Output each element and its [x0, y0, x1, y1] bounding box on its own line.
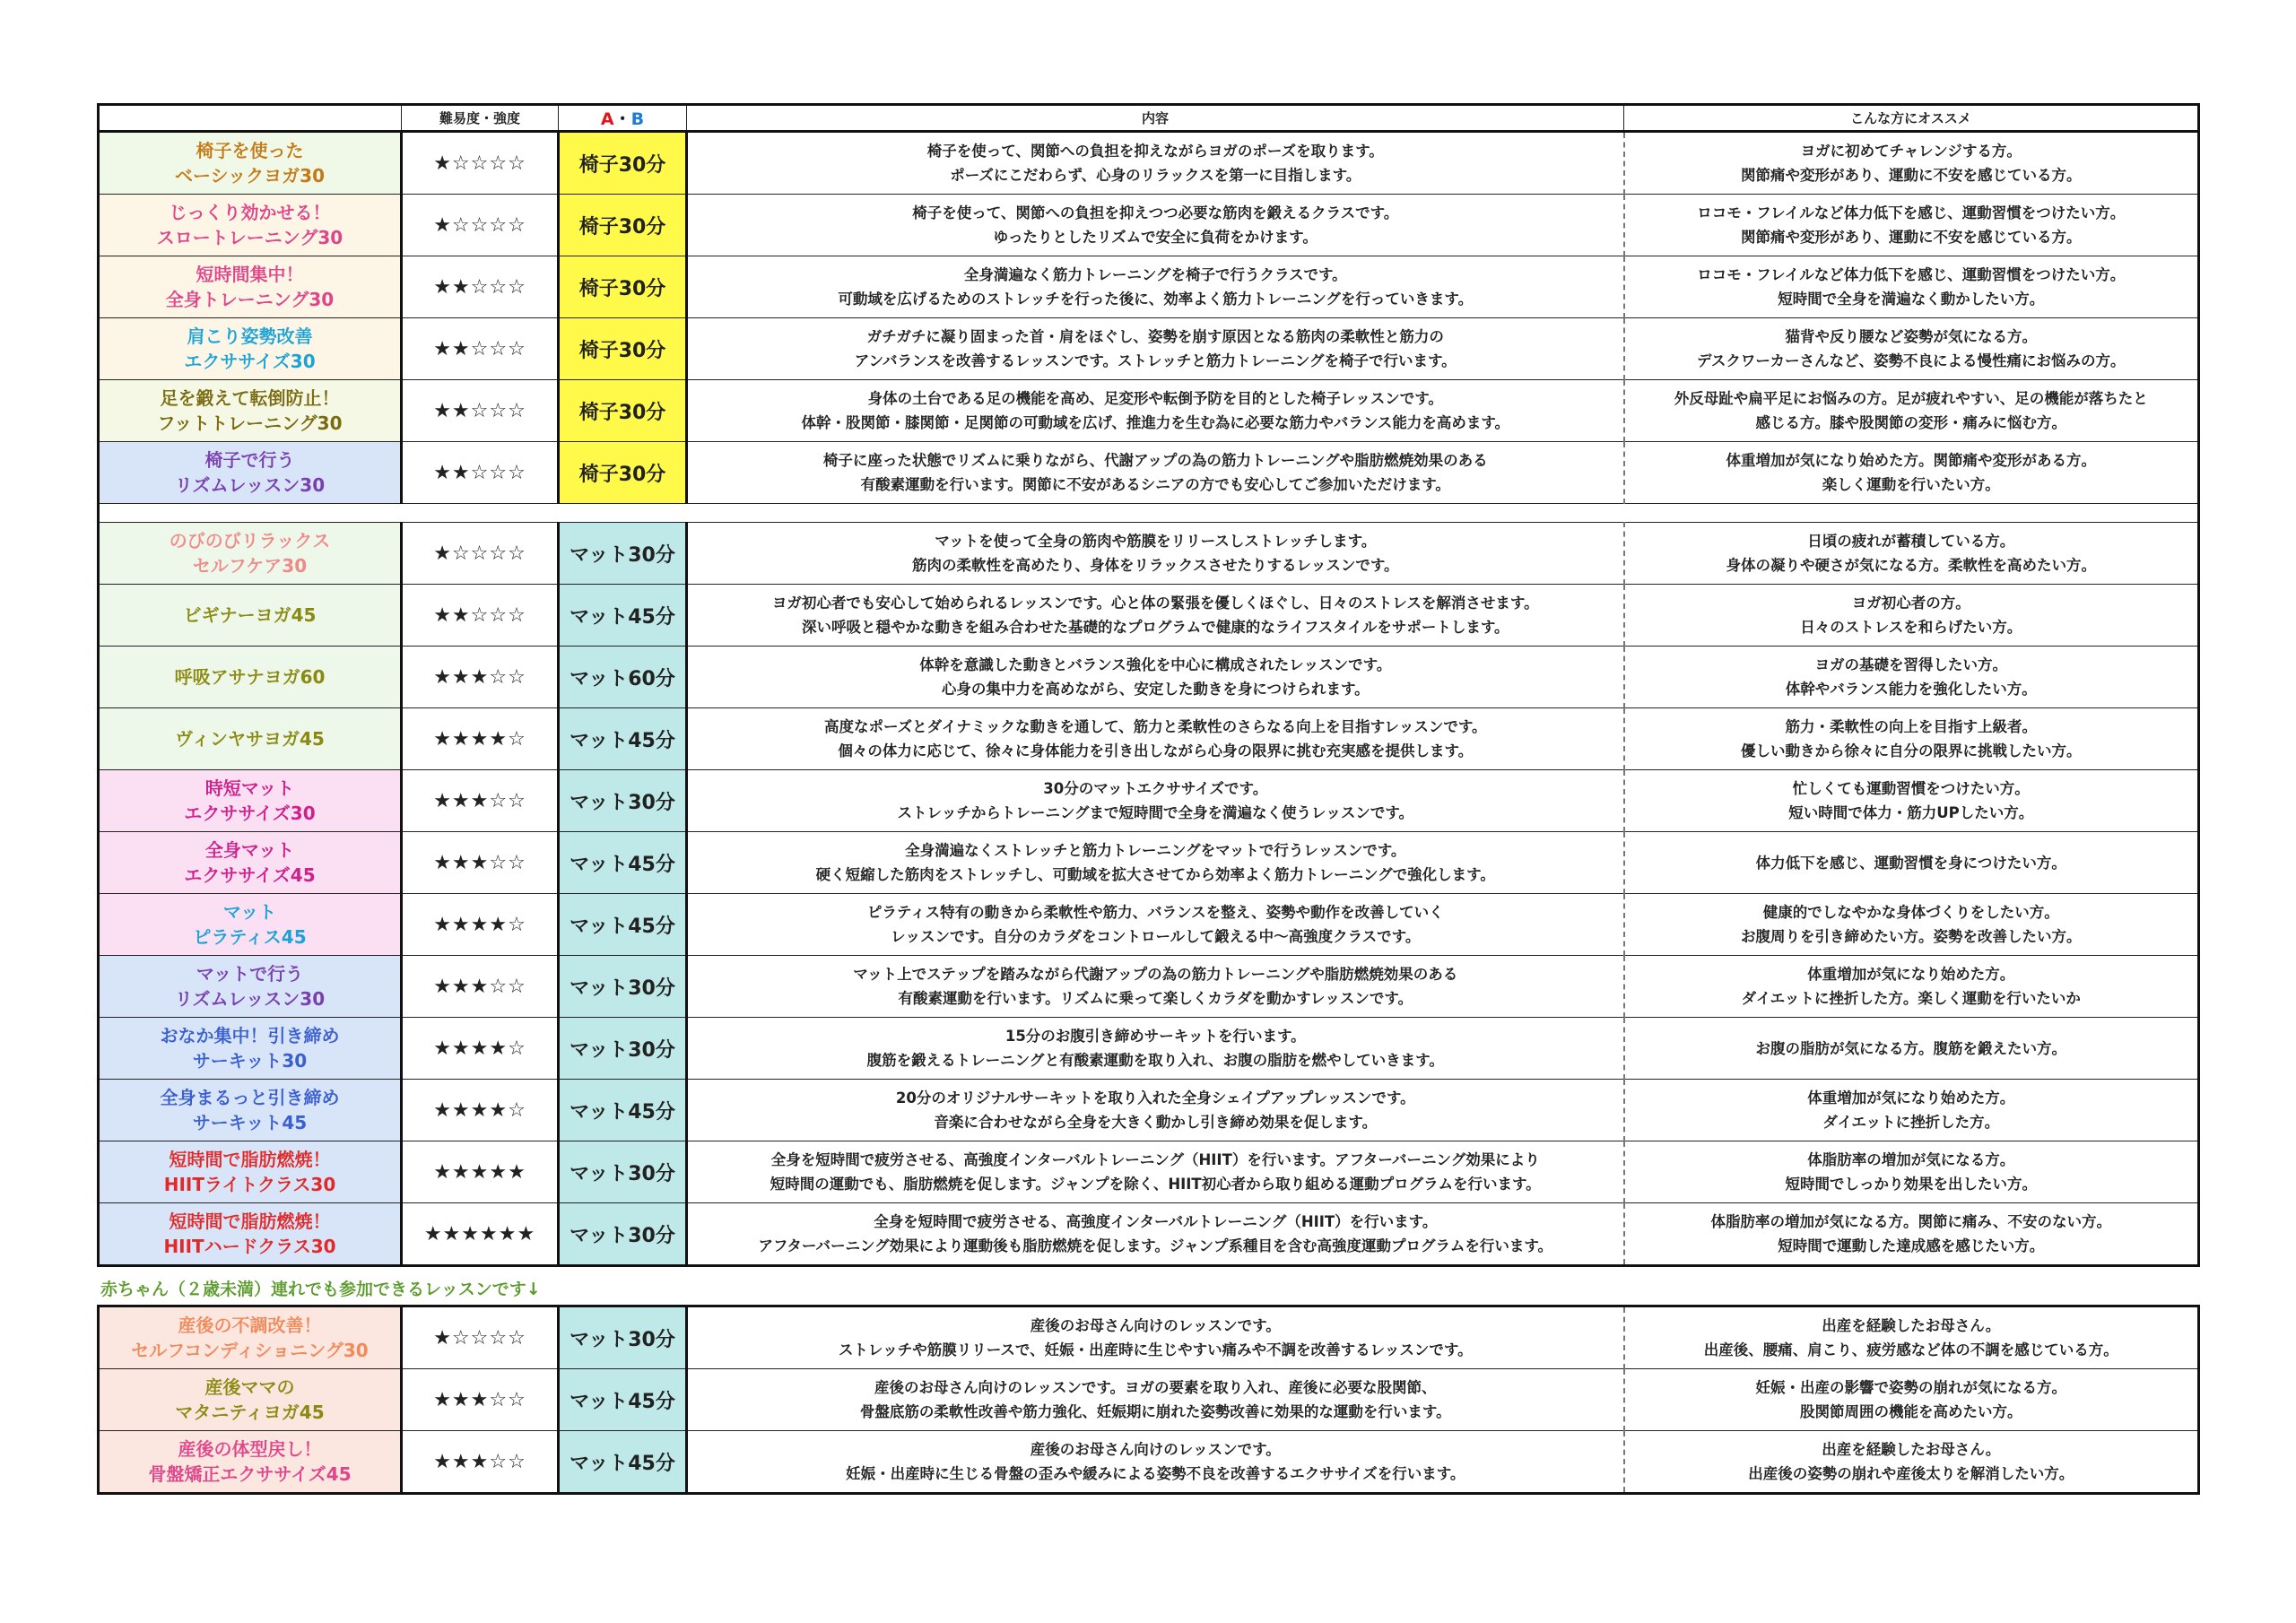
lesson-recommendation — [1624, 647, 2199, 708]
lesson-recommendation — [1624, 894, 2199, 956]
recommend-line2: 身体の凝りや硬さが気になる方。柔軟性を高めたい方。 — [1726, 557, 2096, 574]
lesson-name — [99, 442, 402, 504]
lesson-name-line1: じっくり効かせる！ — [169, 202, 331, 223]
recommend-line1: ヨガの基礎を習得したい方。 — [1814, 656, 2007, 673]
lesson-row — [99, 132, 2199, 195]
description-line1: 全身を短時間で疲労させる、高強度インターバルトレーニング（HIIT）を行います。アフターバーニング効果により — [770, 1151, 1540, 1168]
recommend-line2: デスクワーカーさんなど、姿勢不良による慢性痛にお悩みの方。 — [1696, 352, 2126, 369]
description-line1: 全身満遍なく筋力トレーニングを椅子で行うクラスです。 — [963, 266, 1347, 283]
lesson-name — [99, 1306, 402, 1369]
lesson-name-line2: リズムレッスン30 — [174, 988, 326, 1010]
difficulty-stars: ★★☆☆☆ — [402, 256, 559, 318]
recommend-line2: 出産後の姿勢の崩れや産後太りを解消したい方。 — [1748, 1465, 2074, 1482]
lesson-name — [99, 523, 402, 585]
lesson-name — [99, 647, 402, 708]
lesson-description — [687, 956, 1624, 1018]
lesson-name — [99, 1431, 402, 1494]
lesson-category: マット60分 — [559, 647, 687, 708]
lesson-category: マット45分 — [559, 585, 687, 647]
description-line1: 体幹を意識した動きとバランス強化を中心に構成されたレッスンです。 — [919, 656, 1392, 673]
difficulty-stars: ★★★☆☆ — [402, 770, 559, 832]
baby-notice: 赤ちゃん（２歳未満）連れでも参加できるレッスンです↓ — [100, 1280, 541, 1299]
recommend-line1: 外反母趾や扁平足にお悩みの方。足が疲れやすい、足の機能が落ちたと — [1674, 390, 2148, 407]
header-ab — [559, 105, 687, 132]
description-line2: 硬く短縮した筋肉をストレッチし、可動域を拡大させてから効率よく筋力トレーニングで強化します。 — [815, 866, 1495, 883]
lesson-category: 椅子30分 — [559, 195, 687, 256]
difficulty-stars: ★★★☆☆ — [402, 832, 559, 894]
description-line2: アフターバーニング効果により運動後も脂肪燃焼を促します。ジャンプ系種目を含む高強度運動プログラムを行います。 — [758, 1237, 1553, 1254]
recommend-line1: 体脂肪率の増加が気になる方。 — [1807, 1151, 2015, 1168]
lesson-name-line1: マットで行う — [196, 963, 304, 985]
lesson-row — [99, 318, 2199, 380]
lesson-recommendation — [1624, 1431, 2199, 1494]
lesson-name — [99, 132, 402, 195]
lesson-name-line1: 産後の体型戻し！ — [178, 1438, 322, 1460]
lesson-name-line1: 全身まるっと引き締め — [160, 1087, 340, 1108]
lesson-name-line1: 短時間集中！ — [196, 264, 304, 285]
lesson-name-line1: ビギナーヨガ45 — [183, 604, 317, 626]
description-line2: 有酸素運動を行います。リズムに乗って楽しくカラダを動かすレッスンです。 — [898, 990, 1413, 1007]
lesson-description — [687, 442, 1624, 504]
recommend-line2: ダイエットに挫折した方。楽しく運動を行いたいか — [1741, 990, 2081, 1007]
lesson-recommendation — [1624, 1203, 2199, 1266]
lesson-name — [99, 708, 402, 770]
lesson-description — [687, 195, 1624, 256]
lesson-name-line2: HIITライトクラス30 — [163, 1174, 336, 1195]
lesson-row — [99, 1431, 2199, 1494]
lesson-name-line1: 短時間で脂肪燃焼！ — [169, 1149, 331, 1170]
description-line1: 15分のお腹引き締めサーキットを行います。 — [1004, 1028, 1306, 1045]
recommend-line2: 出産後、腰痛、肩こり、疲労感など体の不調を感じている方。 — [1703, 1341, 2118, 1358]
lesson-category: マット45分 — [559, 708, 687, 770]
recommend-line1: 体力低下を感じ、運動習慣を身につけたい方。 — [1755, 854, 2066, 872]
lesson-name-line2: フットトレーニング30 — [157, 412, 343, 434]
difficulty-stars: ★★☆☆☆ — [402, 442, 559, 504]
lesson-name-line2: マタニティヨガ45 — [175, 1402, 325, 1423]
lesson-recommendation — [1624, 708, 2199, 770]
difficulty-stars: ★☆☆☆☆ — [402, 195, 559, 256]
lesson-name — [99, 1203, 402, 1266]
lesson-row — [99, 832, 2199, 894]
lesson-category: 椅子30分 — [559, 318, 687, 380]
difficulty-stars: ★★★☆☆ — [402, 647, 559, 708]
lesson-recommendation — [1624, 442, 2199, 504]
description-line2: レッスンです。自分のカラダをコントロールして鍛える中〜高強度クラスです。 — [891, 928, 1421, 945]
difficulty-stars: ★☆☆☆☆ — [402, 523, 559, 585]
lesson-category: マット30分 — [559, 1203, 687, 1266]
section-gap — [99, 504, 2199, 523]
lesson-description — [687, 1018, 1624, 1080]
recommend-line1: お腹の脂肪が気になる方。腹筋を鍛えたい方。 — [1755, 1039, 2066, 1057]
lesson-name-line1: 産後ママの — [204, 1376, 295, 1398]
difficulty-stars: ★★★★☆ — [402, 708, 559, 770]
description-line1: ガチガチに凝り固まった首・肩をほぐし、姿勢を崩す原因となる筋肉の柔軟性と筋力の — [866, 328, 1444, 345]
lesson-row — [99, 585, 2199, 647]
description-line1: 全身満遍なくストレッチと筋力トレーニングをマットで行うレッスンです。 — [905, 842, 1406, 859]
lesson-description — [687, 380, 1624, 442]
lesson-recommendation — [1624, 1141, 2199, 1203]
lesson-row — [99, 1080, 2199, 1141]
recommend-line1: 健康的でしなやかな身体づくりをしたい方。 — [1762, 904, 2059, 921]
recommend-line2: 感じる方。膝や股関節の変形・痛みに悩む方。 — [1755, 414, 2066, 431]
recommend-line1: 体重増加が気になり始めた方。関節痛や変形がある方。 — [1726, 452, 2096, 469]
difficulty-stars: ★★★★★ — [402, 1141, 559, 1203]
recommend-line2: 楽しく運動を行いたい方。 — [1822, 476, 2000, 493]
lesson-name-line2: エクササイズ45 — [184, 864, 316, 886]
description-line2: 心身の集中力を高めながら、安定した動きを身につけられます。 — [941, 681, 1370, 698]
difficulty-stars: ★★★☆☆ — [402, 1369, 559, 1431]
lesson-category: マット30分 — [559, 956, 687, 1018]
description-line1: 全身を短時間で疲労させる、高強度インターバルトレーニング（HIIT）を行います。 — [874, 1213, 1438, 1230]
lesson-name-line2: ピラティス45 — [193, 926, 307, 948]
description-line2: 筋肉の柔軟性を高めたり、身体をリラックスさせたりするレッスンです。 — [911, 557, 1399, 574]
description-line1: 高度なポーズとダイナミックな動きを通して、筋力と柔軟性のさらなる向上を目指すレッスンです。 — [823, 718, 1487, 735]
lesson-name-line1: のびのびリラックス — [169, 530, 331, 551]
recommend-line2: 短時間でしっかり効果を出したい方。 — [1785, 1176, 2037, 1193]
recommend-line1: 日頃の疲れが蓄積している方。 — [1807, 533, 2015, 550]
lesson-description — [687, 318, 1624, 380]
recommend-line1: 猫背や反り腰など姿勢が気になる方。 — [1785, 328, 2037, 345]
lesson-name — [99, 832, 402, 894]
lesson-name-line2: 全身トレーニング30 — [165, 289, 335, 310]
lesson-name-line1: ヴィンヤサヨガ45 — [175, 728, 325, 750]
recommend-line1: 出産を経験したお母さん。 — [1822, 1441, 2001, 1458]
difficulty-stars: ★★★★☆ — [402, 1080, 559, 1141]
lesson-row — [99, 1369, 2199, 1431]
header-ab-dot: ・ — [613, 109, 631, 129]
lesson-name — [99, 956, 402, 1018]
difficulty-stars: ★★☆☆☆ — [402, 318, 559, 380]
gap-cell — [99, 504, 2199, 523]
lesson-name-line2: サーキット30 — [192, 1050, 308, 1072]
difficulty-stars: ★☆☆☆☆ — [402, 1306, 559, 1369]
header-ab-b: B — [631, 109, 645, 129]
lesson-category: マット45分 — [559, 832, 687, 894]
lesson-category: マット45分 — [559, 1431, 687, 1494]
description-line2: 体幹・股関節・膝関節・足関節の可動域を広げ、推進力を生む為に必要な筋力やバランス能力を高めます。 — [801, 414, 1510, 431]
lesson-name-line2: スロートレーニング30 — [156, 227, 344, 248]
lesson-name — [99, 1080, 402, 1141]
lesson-name — [99, 1018, 402, 1080]
lesson-recommendation — [1624, 585, 2199, 647]
header-recommend: こんな方にオススメ — [1624, 105, 2199, 132]
lesson-description — [687, 1306, 1624, 1369]
lesson-name — [99, 585, 402, 647]
recommend-line2: 日々のストレスを和らげたい方。 — [1800, 619, 2022, 636]
lesson-name-line1: 椅子で行う — [204, 449, 295, 471]
lesson-category: マット45分 — [559, 1369, 687, 1431]
lesson-name — [99, 1369, 402, 1431]
lesson-category: 椅子30分 — [559, 256, 687, 318]
recommend-line2: 優しい動きから徐々に自分の限界に挑戦したい方。 — [1741, 742, 2082, 759]
description-line2: ゆったりとしたリズムで安全に負荷をかけます。 — [993, 229, 1318, 246]
lesson-recommendation — [1624, 195, 2199, 256]
recommend-line2: ダイエットに挫折した方。 — [1822, 1114, 2000, 1131]
lesson-name-line2: セルフケア30 — [192, 555, 308, 577]
description-line2: 有酸素運動を行います。関節に不安があるシニアの方でも安心してご参加いただけます。 — [860, 476, 1450, 493]
description-line2: 個々の体力に応じて、徐々に身体能力を引き出しながら心身の限界に挑む充実感を提供します。 — [838, 742, 1474, 759]
recommend-line2: 体幹やバランス能力を強化したい方。 — [1785, 681, 2037, 698]
lesson-description — [687, 1141, 1624, 1203]
description-line1: 身体の土台である足の機能を高め、足変形や転倒予防を目的とした椅子レッスンです。 — [867, 390, 1443, 407]
lesson-description — [687, 770, 1624, 832]
lesson-row — [99, 647, 2199, 708]
lesson-category: マット30分 — [559, 523, 687, 585]
lesson-name-line2: ベーシックヨガ30 — [174, 165, 326, 187]
header-ab-a: A — [600, 109, 614, 129]
lesson-name — [99, 380, 402, 442]
difficulty-stars: ★★☆☆☆ — [402, 585, 559, 647]
lesson-name — [99, 256, 402, 318]
description-line2: ストレッチや筋膜リリースで、妊娠・出産時に生じやすい痛みや不調を改善するレッスンです。 — [838, 1341, 1473, 1358]
lesson-category: 椅子30分 — [559, 442, 687, 504]
lesson-name — [99, 195, 402, 256]
lesson-category: マット30分 — [559, 1141, 687, 1203]
lesson-row — [99, 708, 2199, 770]
lesson-name-line2: 骨盤矯正エクササイズ45 — [148, 1463, 352, 1485]
recommend-line1: 筋力・柔軟性の向上を目指す上級者。 — [1785, 718, 2037, 735]
recommend-line1: 忙しくても運動習慣をつけたい方。 — [1792, 780, 2030, 797]
lesson-description — [687, 132, 1624, 195]
lesson-description — [687, 1369, 1624, 1431]
description-line2: 可動域を広げるためのストレッチを行った後に、効率よく筋力トレーニングを行っていきます。 — [838, 291, 1474, 308]
difficulty-stars: ★★★☆☆ — [402, 1431, 559, 1494]
lesson-description — [687, 585, 1624, 647]
lesson-category: マット30分 — [559, 1018, 687, 1080]
lesson-description — [687, 647, 1624, 708]
lesson-category: マット45分 — [559, 894, 687, 956]
recommend-line2: 短い時間で体力・筋力UPしたい方。 — [1788, 804, 2034, 821]
description-line2: ポーズにこだわらず、心身のリラックスを第一に目指します。 — [950, 167, 1361, 184]
description-line2: 短時間の運動でも、脂肪燃焼を促します。ジャンプを除く、HIIT初心者から取り組める運動プログラムを行います。 — [770, 1176, 1541, 1193]
lesson-category: マット30分 — [559, 770, 687, 832]
lesson-recommendation — [1624, 1080, 2199, 1141]
lesson-row — [99, 523, 2199, 585]
lesson-name-line2: エクササイズ30 — [184, 803, 316, 824]
difficulty-stars: ★★★★☆ — [402, 894, 559, 956]
lesson-name-line2: リズムレッスン30 — [174, 474, 326, 496]
description-line1: 椅子を使って、関節への負担を抑えながらヨガのポーズを取ります。 — [926, 143, 1384, 160]
lesson-name-line1: 全身マット — [204, 839, 295, 861]
recommend-line2: 短時間で運動した達成感を感じたい方。 — [1778, 1237, 2045, 1254]
lesson-name-line2: エクササイズ30 — [184, 351, 316, 372]
lesson-name-line2: セルフコンディショニング30 — [131, 1340, 369, 1361]
lesson-row — [99, 894, 2199, 956]
lesson-description — [687, 1431, 1624, 1494]
description-line2: 音楽に合わせながら全身を大きく動かし引き締め効果を促します。 — [934, 1114, 1378, 1131]
recommend-line2: お腹周りを引き締めたい方。姿勢を改善したい方。 — [1741, 928, 2082, 945]
lesson-description — [687, 832, 1624, 894]
description-line2: 深い呼吸と穏やかな動きを組み合わせた基礎的なプログラムで健康的なライフスタイルをサポートします。 — [801, 619, 1509, 636]
difficulty-stars: ★★★★★★ — [402, 1203, 559, 1266]
lesson-table-baby — [97, 1305, 2200, 1495]
recommend-line1: ロコモ・フレイルなど体力低下を感じ、運動習慣をつけたい方。 — [1697, 204, 2126, 221]
lesson-category: マット30分 — [559, 1306, 687, 1369]
recommend-line1: 体重増加が気になり始めた方。 — [1807, 966, 2015, 983]
header-level: 難易度・強度 — [402, 105, 559, 132]
lesson-table-main — [97, 103, 2200, 1267]
lesson-name — [99, 770, 402, 832]
recommend-line2: 関節痛や変形があり、運動に不安を感じている方。 — [1741, 167, 2082, 184]
lesson-name-line1: 産後の不調改善！ — [178, 1315, 322, 1336]
lesson-recommendation — [1624, 1369, 2199, 1431]
lesson-name — [99, 318, 402, 380]
lesson-row — [99, 1018, 2199, 1080]
lesson-row — [99, 1306, 2199, 1369]
mat-lessons — [99, 523, 2199, 1266]
recommend-line2: 関節痛や変形があり、運動に不安を感じている方。 — [1741, 229, 2082, 246]
lesson-recommendation — [1624, 1018, 2199, 1080]
lesson-row — [99, 442, 2199, 504]
lesson-row — [99, 256, 2199, 318]
header-content: 内容 — [687, 105, 1624, 132]
lesson-category: マット45分 — [559, 1080, 687, 1141]
description-line1: 産後のお母さん向けのレッスンです。ヨガの要素を取り入れ、産後に必要な股関節、 — [874, 1379, 1437, 1396]
lesson-recommendation — [1624, 832, 2199, 894]
recommend-line2: 股関節周囲の機能を高めたい方。 — [1800, 1403, 2022, 1420]
lesson-description — [687, 1203, 1624, 1266]
lesson-name-line2: HIITハードクラス30 — [163, 1236, 336, 1257]
baby-lessons — [99, 1306, 2199, 1494]
recommend-line2: 短時間で全身を満遍なく動かしたい方。 — [1778, 291, 2045, 308]
lesson-category: 椅子30分 — [559, 380, 687, 442]
description-line1: マットを使って全身の筋肉や筋膜をリリースしストレッチします。 — [935, 533, 1377, 550]
chair-lessons — [99, 132, 2199, 504]
lesson-category: 椅子30分 — [559, 132, 687, 195]
lesson-recommendation — [1624, 523, 2199, 585]
recommend-line1: ヨガ初心者の方。 — [1851, 595, 1970, 612]
description-line1: 椅子に座った状態でリズムに乗りながら、代謝アップの為の筋力トレーニングや脂肪燃焼効果のある — [822, 452, 1488, 469]
description-line1: ヨガ初心者でも安心して始められるレッスンです。心と体の緊張を優しくほぐし、日々のストレスを解消させます。 — [771, 595, 1539, 612]
lesson-name — [99, 894, 402, 956]
description-line1: マット上でステップを踏みながら代謝アップの為の筋力トレーニングや脂肪燃焼効果のある — [853, 966, 1458, 983]
description-line1: 産後のお母さん向けのレッスンです。 — [1030, 1441, 1281, 1458]
lesson-name-line1: 時短マット — [204, 777, 295, 799]
table-header-row — [99, 105, 2199, 132]
lesson-row — [99, 1141, 2199, 1203]
lesson-row — [99, 1203, 2199, 1266]
recommend-line1: ロコモ・フレイルなど体力低下を感じ、運動習慣をつけたい方。 — [1697, 266, 2126, 283]
lesson-row — [99, 195, 2199, 256]
difficulty-stars: ★★★★☆ — [402, 1018, 559, 1080]
lesson-recommendation — [1624, 380, 2199, 442]
recommend-line1: 体脂肪率の増加が気になる方。関節に痛み、不安のない方。 — [1710, 1213, 2111, 1230]
lesson-description — [687, 894, 1624, 956]
description-line2: 骨盤底筋の柔軟性改善や筋力強化、妊娠期に崩れた姿勢改善に効果的な運動を行います。 — [859, 1403, 1451, 1420]
description-line2: 腹筋を鍛えるトレーニングと有酸素運動を取り入れ、お腹の脂肪を燃やしていきます。 — [866, 1052, 1444, 1069]
lesson-name-line1: 呼吸アサナヨガ60 — [174, 666, 326, 688]
lesson-name-line1: 短時間で脂肪燃焼！ — [169, 1211, 331, 1232]
lesson-name — [99, 1141, 402, 1203]
lesson-recommendation — [1624, 1306, 2199, 1369]
lesson-name-line1: 肩こり姿勢改善 — [187, 325, 313, 347]
lesson-name-line2: サーキット45 — [192, 1112, 308, 1133]
description-line2: ストレッチからトレーニングまで短時間で全身を満遍なく使うレッスンです。 — [897, 804, 1414, 821]
recommend-line1: 体重増加が気になり始めた方。 — [1807, 1089, 2015, 1107]
description-line1: 椅子を使って、関節への負担を抑えつつ必要な筋肉を鍛えるクラスです。 — [912, 204, 1399, 221]
lesson-row — [99, 956, 2199, 1018]
lesson-recommendation — [1624, 318, 2199, 380]
lesson-name-line1: マット — [222, 901, 277, 923]
description-line2: 妊娠・出産時に生じる骨盤の歪みや緩みによる姿勢不良を改善するエクササイズを行います。 — [846, 1465, 1465, 1482]
lesson-recommendation — [1624, 956, 2199, 1018]
description-line2: アンバランスを改善するレッスンです。ストレッチと筋力トレーニングを椅子で行います。 — [854, 352, 1457, 369]
description-line1: ピラティス特有の動きから柔軟性や筋力、バランスを整え、姿勢や動作を改善していく — [866, 904, 1444, 921]
lesson-recommendation — [1624, 770, 2199, 832]
lesson-description — [687, 256, 1624, 318]
description-line1: 30分のマットエクササイズです。 — [1043, 780, 1268, 797]
difficulty-stars: ★☆☆☆☆ — [402, 132, 559, 195]
lesson-name-line1: 足を鍛えて転倒防止！ — [160, 387, 340, 409]
lesson-description — [687, 523, 1624, 585]
recommend-line1: ヨガに初めてチャレンジする方。 — [1800, 143, 2022, 160]
lesson-row — [99, 380, 2199, 442]
lesson-recommendation — [1624, 256, 2199, 318]
difficulty-stars: ★★☆☆☆ — [402, 380, 559, 442]
lesson-name-line1: 椅子を使った — [196, 140, 304, 161]
difficulty-stars: ★★★☆☆ — [402, 956, 559, 1018]
lesson-description — [687, 1080, 1624, 1141]
lesson-row — [99, 770, 2199, 832]
recommend-line1: 妊娠・出産の影響で姿勢の崩れが気になる方。 — [1755, 1379, 2066, 1396]
lesson-recommendation — [1624, 132, 2199, 195]
recommend-line1: 出産を経験したお母さん。 — [1822, 1317, 2001, 1334]
description-line1: 産後のお母さん向けのレッスンです。 — [1030, 1317, 1281, 1334]
lesson-description — [687, 708, 1624, 770]
description-line1: 20分のオリジナルサーキットを取り入れた全身シェイプアップレッスンです。 — [895, 1089, 1415, 1107]
lesson-name-line1: おなか集中！引き締め — [160, 1025, 340, 1046]
header-name-cell — [99, 105, 402, 132]
